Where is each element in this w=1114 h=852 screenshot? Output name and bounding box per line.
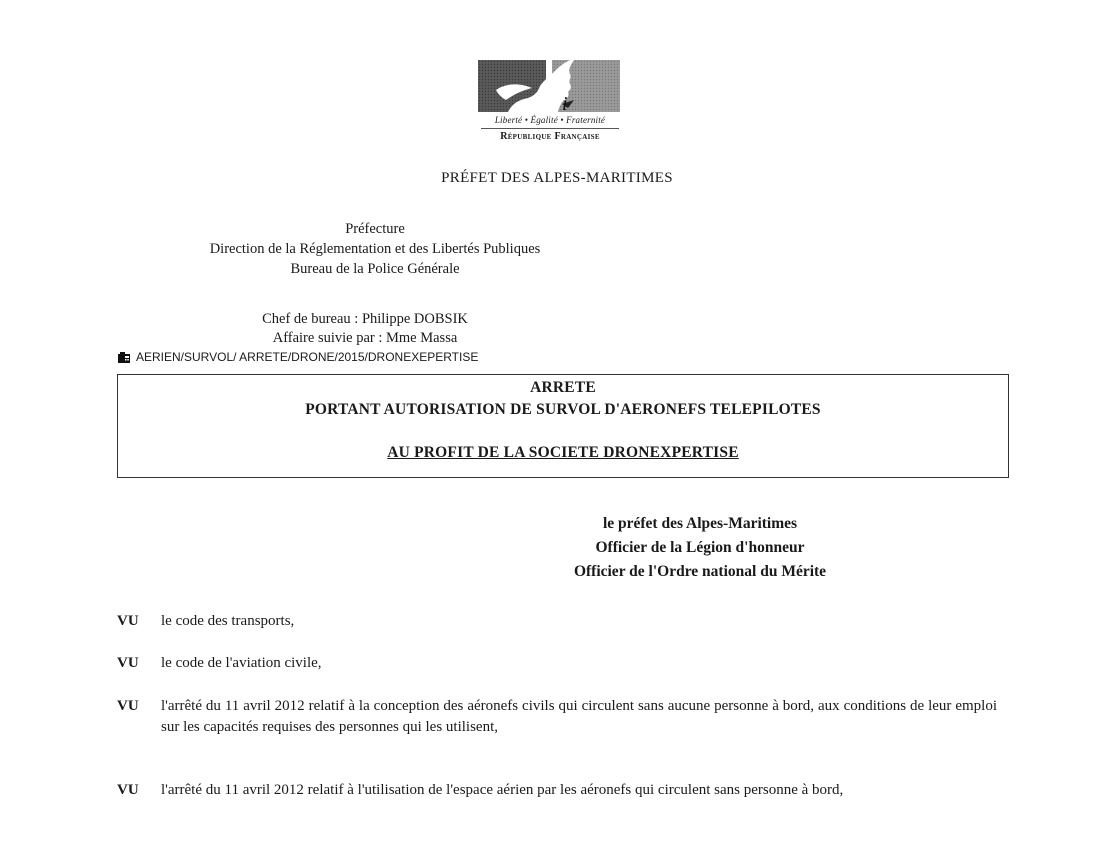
- vu-label: VU: [117, 698, 139, 714]
- arrete-subtitle-2: AU PROFIT DE LA SOCIETE DRONEXPERTISE: [387, 444, 739, 461]
- arrete-subtitle-1: PORTANT AUTORISATION DE SURVOL D'AERONEFS TELEPILOTES: [305, 401, 821, 418]
- authority-ordre: Officier de l'Ordre national du Mérite: [573, 563, 827, 580]
- vu-label: VU: [117, 613, 139, 629]
- vu-label: VU: [117, 655, 139, 671]
- fax-icon: [118, 352, 130, 363]
- affaire-suivie: Affaire suivie par : Mme Massa: [272, 330, 458, 346]
- arrete-title-box: [117, 374, 1009, 478]
- republic-name: République Française: [500, 131, 600, 142]
- vu-text: le code de l'aviation civile,: [161, 655, 322, 671]
- authority-prefet: le préfet des Alpes-Maritimes: [602, 515, 798, 532]
- republic-logo: [475, 60, 625, 155]
- chef-de-bureau: Chef de bureau : Philippe DOBSIK: [262, 311, 468, 327]
- reference-line: [118, 350, 478, 364]
- arrete-title: ARRETE: [530, 379, 596, 396]
- motto-text: Liberté • Égalité • Fraternité: [494, 115, 606, 125]
- prefet-heading: PRÉFET DES ALPES-MARITIMES: [441, 170, 673, 186]
- service-prefecture: Préfecture: [345, 221, 405, 237]
- service-direction: Direction de la Réglementation et des Libertés Publiques: [209, 241, 541, 257]
- authority-legion: Officier de la Légion d'honneur: [595, 539, 805, 556]
- vu-text: l'arrêté du 11 avril 2012 relatif à la conception des aéronefs civils qui circulent sans aucune personne à bord, aux conditions de leur emploi sur les capacités requises des personnes qui les utilisent,: [161, 698, 997, 735]
- vu-label: VU: [117, 782, 139, 798]
- service-bureau: Bureau de la Police Générale: [290, 261, 460, 277]
- vu-text: l'arrêté du 11 avril 2012 relatif à l'utilisation de l'espace aérien par les aéronefs qui circulent sans personne à bord,: [161, 782, 844, 798]
- vu-text: le code des transports,: [161, 613, 295, 629]
- motto-divider: [481, 128, 619, 129]
- svg-text:i: i: [562, 93, 568, 112]
- reference-text: AERIEN/SURVOL/ ARRETE/DRONE/2015/DRONEXEPERTISE: [136, 350, 479, 364]
- marianne-logo-icon: [478, 60, 620, 112]
